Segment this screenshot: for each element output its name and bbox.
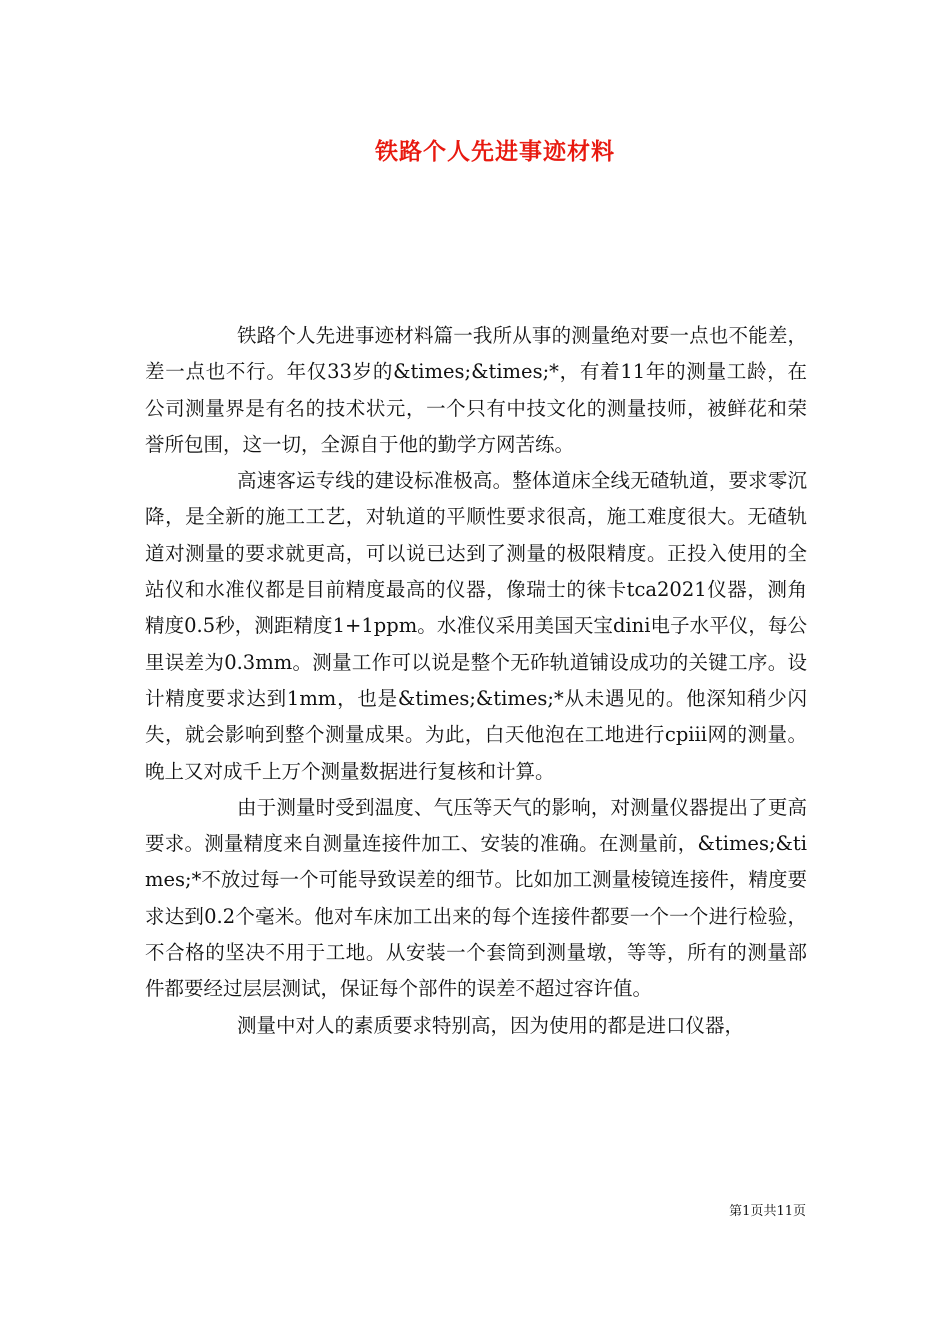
paragraph: 高速客运专线的建设标准极高。整体道床全线无碴轨道，要求零沉降，是全新的施工工艺，对轨道的平顺性要求很高，施工难度很大。无碴轨道对测量的要求就更高，可以说已达到了测量的极限精度。正投入使用的全站仪和水准仪都是目前精度最高的仪器，像瑞士的徕卡tca2021仪器，测角精度0.5秒，测距精度1+1ppm。水准仪采用美国天宝dini电子水平仪，每公里误差为0.3mm。测量工作可以说是整个无砟轨道铺设成功的关键工序。设计精度要求达到1mm，也是&times;&times;*从未遇见的。他深知稍少闪失，就会影响到整个测量成果。为此，白天他泡在工地进行cpiii网的测量。晚上又对成千上万个测量数据进行复核和计算。 <box>145 469 807 783</box>
page-title: 铁路个人先进事迹材料 <box>375 138 615 165</box>
document-body <box>145 318 807 1044</box>
paragraph: 测量中对人的素质要求特别高，因为使用的都是进口仪器， <box>237 1013 745 1037</box>
page-number: 第1页共11页 <box>729 1204 806 1219</box>
paragraph: 铁路个人先进事迹材料篇一我所从事的测量绝对要一点也不能差，差一点也不行。年仅33岁的&times;&times;*，有着11年的测量工龄，在公司测量界是有名的技术状元，一个只有中技文化的测量技师，被鲜花和荣誉所包围，这一切，全源自于他的勤学方网苦练。 <box>145 324 807 456</box>
paragraph: 由于测量时受到温度、气压等天气的影响，对测量仪器提出了更高要求。测量精度来自测量连接件加工、安装的准确。在测量前，&times;&times;*不放过每一个可能导致误差的细节。比如加工测量棱镜连接件，精度要求达到0.2个毫米。他对车床加工出来的每个连接件都要一个一个进行检验，不合格的坚决不用于工地。从安装一个套筒到测量墩，等等，所有的测量部件都要经过层层测试，保证每个部件的误差不超过容许值。 <box>145 795 807 1001</box>
